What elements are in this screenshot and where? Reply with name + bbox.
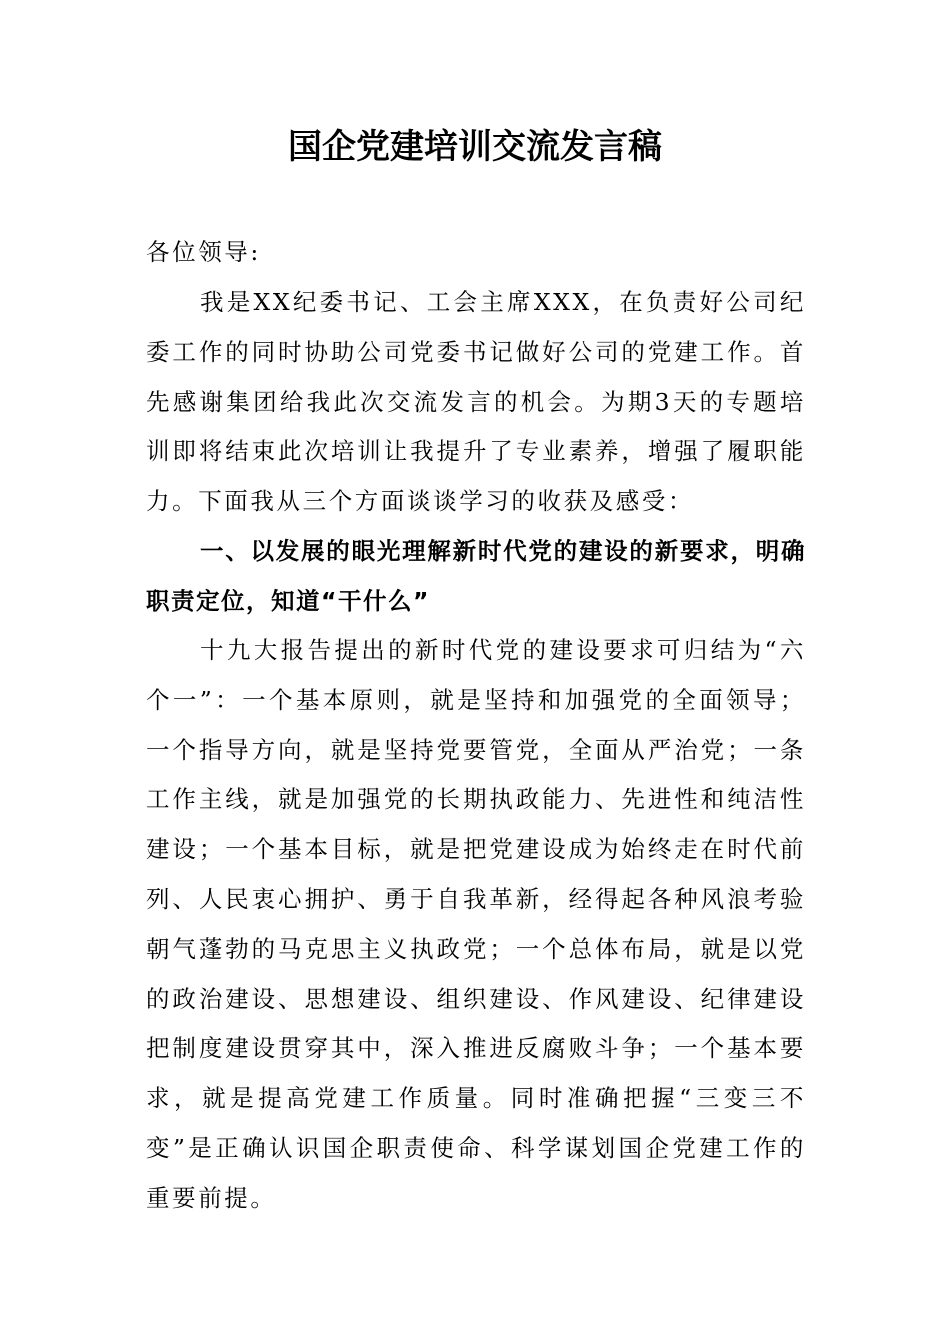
paragraph-section-1: 十九大报告提出的新时代党的建设要求可归结为“六个一”：一个基本原则，就是坚持和加强党的全面领导；一个指导方向，就是坚持党要管党，全面从严治党；一条工作主线，就是加强党的长期执政能力、先进性和纯洁性建设；一个基本目标，就是把党建设成为始终走在时代前列、人民衷心拥护、勇于自我革新，经得起各种风浪考验朝气蓬勃的马克思主义执政党；一个总体布局，就是以党的政治建设、思想建设、组织建设、作风建设、纪律建设把制度建设贯穿其中，深入推进反腐败斗争；一个基本要求，就是提高党建工作质量。同时准确把握“三变三不变”是正确认识国企职责使命、科学谋划国企党建工作的重要前提。 bbox=[146, 636, 806, 1212]
document-title: 国企党建培训交流发言稿 bbox=[288, 127, 662, 167]
section-heading-1: 一、以发展的眼光理解新时代党的建设的新要求，明确职责定位，知道“干什么” bbox=[146, 537, 806, 615]
paragraph-intro: 我是XX纪委书记、工会主席XXX，在负责好公司纪委工作的同时协助公司党委书记做好公司的党建工作。首先感谢集团给我此次交流发言的机会。为期3天的专题培训即将结束此次培训让我提升了专业素养，增强了履职能力。下面我从三个方面谈谈学习的收获及感受： bbox=[146, 288, 806, 516]
salutation: 各位领导: bbox=[146, 238, 261, 266]
